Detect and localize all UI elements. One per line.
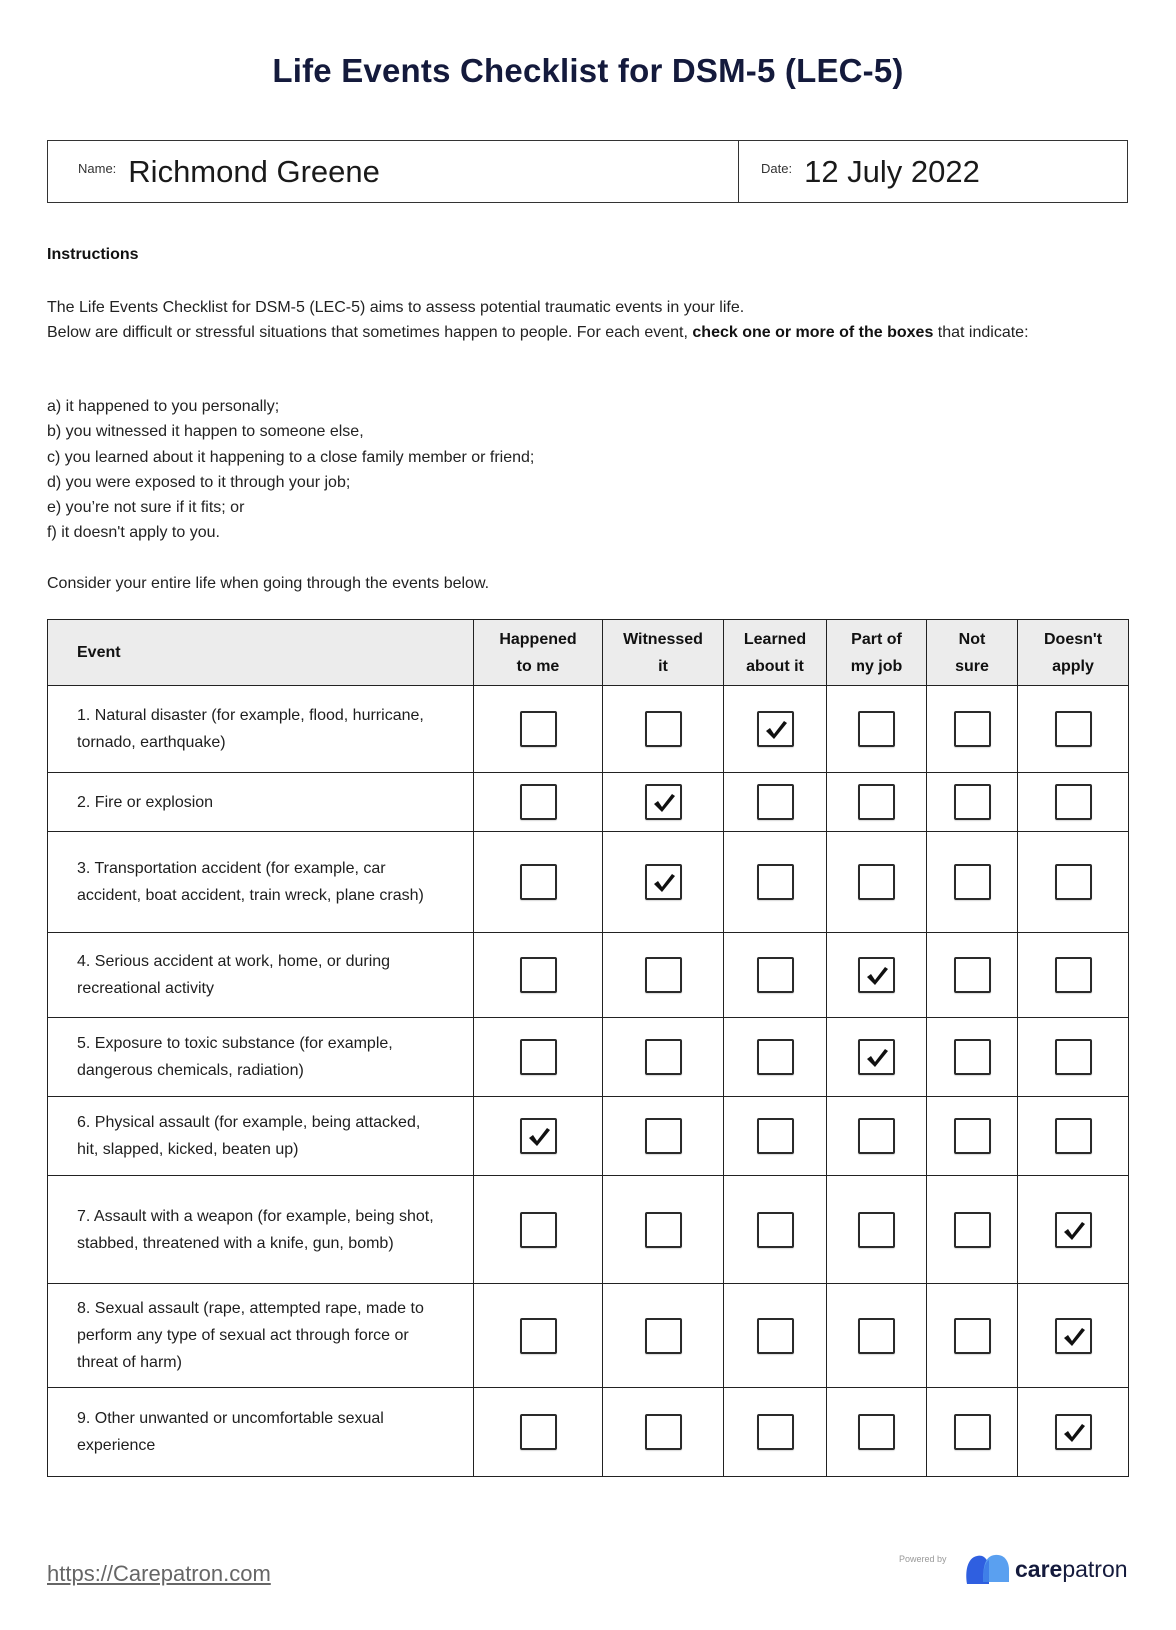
date-field[interactable]: [739, 141, 1127, 202]
checkbox-cell: [1018, 1284, 1129, 1388]
checkbox-cell: [474, 933, 603, 1018]
response-option: f) it doesn't apply to you.: [47, 524, 220, 542]
checkbox-witnessed[interactable]: [645, 1414, 682, 1450]
checkmark-icon: [1062, 1422, 1086, 1444]
table-row: [48, 773, 1129, 832]
column-header-not-sure: [927, 620, 1018, 686]
checkbox-cell: [927, 1284, 1018, 1388]
column-header-event: [48, 620, 474, 686]
checkbox-cell: [603, 933, 724, 1018]
instructions-line-1: The Life Events Checklist for DSM-5 (LEC-5) aims to assess potential traumatic events in your life.: [47, 299, 745, 316]
checkbox-not-sure[interactable]: [954, 1414, 991, 1450]
event-description: 1. Natural disaster (for example, flood, hurricane, tornado, earthquake): [48, 686, 474, 773]
checkbox-doesnt-apply[interactable]: [1055, 1414, 1092, 1450]
brand-wordmark-rest: patron: [1062, 1555, 1128, 1582]
checkbox-cell: [724, 832, 827, 933]
event-description: 5. Exposure to toxic substance (for example, dangerous chemicals, radiation): [48, 1018, 474, 1097]
checkbox-doesnt-apply[interactable]: [1055, 784, 1092, 820]
table-header-row: [48, 620, 1129, 686]
checkbox-job[interactable]: [858, 1118, 895, 1154]
checkbox-job[interactable]: [858, 1212, 895, 1248]
column-header-line-1: Not: [958, 630, 986, 648]
checkbox-learned[interactable]: [757, 1039, 794, 1075]
instructions-line-2: [47, 320, 1137, 345]
checkbox-cell: [927, 686, 1018, 773]
checkbox-cell: [603, 1176, 724, 1284]
checkbox-cell: [603, 686, 724, 773]
checkbox-cell: [827, 1018, 927, 1097]
checkbox-cell: [827, 1388, 927, 1477]
checkmark-icon: [764, 719, 788, 741]
checkbox-cell: [927, 933, 1018, 1018]
checkbox-not-sure[interactable]: [954, 957, 991, 993]
checkbox-witnessed[interactable]: [645, 1039, 682, 1075]
checkbox-cell: [927, 1018, 1018, 1097]
checkbox-cell: [724, 1097, 827, 1176]
instructions-line-2-text: Below are difficult or stressful situations that sometimes happen to people. For each event,: [47, 324, 693, 341]
checkbox-doesnt-apply[interactable]: [1055, 711, 1092, 747]
checkbox-cell: [827, 933, 927, 1018]
checkbox-learned[interactable]: [757, 1414, 794, 1450]
response-option: a) it happened to you personally;: [47, 398, 280, 415]
checkbox-job[interactable]: [858, 1318, 895, 1354]
column-header-line-1: Witnessed: [623, 630, 703, 648]
checkbox-not-sure[interactable]: [954, 1039, 991, 1075]
instructions-paragraph: [47, 295, 1137, 345]
table-row: [48, 933, 1129, 1018]
column-header-line-1: Happened: [499, 630, 577, 648]
checkbox-not-sure[interactable]: [954, 1318, 991, 1354]
checkbox-cell: [1018, 832, 1129, 933]
brand-wordmark: [1015, 1556, 1128, 1583]
event-description: 2. Fire or explosion: [48, 773, 474, 832]
date-label: Date:: [761, 161, 793, 176]
column-header-line-2: it: [658, 657, 668, 675]
checkbox-happened[interactable]: [520, 1318, 557, 1354]
checkbox-cell: [827, 1176, 927, 1284]
checkbox-cell: [927, 1388, 1018, 1477]
checkbox-cell: [1018, 933, 1129, 1018]
checkbox-cell: [474, 773, 603, 832]
response-options-list: [47, 394, 534, 546]
checkbox-job[interactable]: [858, 1039, 895, 1075]
checkbox-cell: [474, 832, 603, 933]
checkbox-cell: [724, 1284, 827, 1388]
checkbox-not-sure[interactable]: [954, 711, 991, 747]
checkbox-learned[interactable]: [757, 864, 794, 900]
carepatron-logo-icon: [963, 1552, 1011, 1586]
checkbox-cell: [474, 686, 603, 773]
checkmark-icon: [865, 965, 889, 987]
checkbox-happened[interactable]: [520, 784, 557, 820]
checkbox-job[interactable]: [858, 957, 895, 993]
checkbox-cell: [827, 832, 927, 933]
checkbox-doesnt-apply[interactable]: [1055, 1039, 1092, 1075]
column-header-line-2: about it: [746, 657, 804, 675]
brand-wordmark-bold: care: [1015, 1555, 1063, 1582]
checkbox-cell: [1018, 1097, 1129, 1176]
checkbox-cell: [603, 1388, 724, 1477]
checkbox-learned[interactable]: [757, 957, 794, 993]
event-description: 6. Physical assault (for example, being attacked, hit, slapped, kicked, beaten up): [48, 1097, 474, 1176]
checkbox-cell: [927, 773, 1018, 832]
carepatron-link[interactable]: https://Carepatron.com: [47, 1561, 271, 1586]
checkmark-icon: [1062, 1220, 1086, 1242]
checkbox-cell: [474, 1018, 603, 1097]
column-header-line-2: my job: [850, 657, 903, 675]
checkmark-icon: [652, 792, 676, 814]
checkbox-cell: [1018, 1388, 1129, 1477]
checkbox-not-sure[interactable]: [954, 864, 991, 900]
checkbox-job[interactable]: [858, 711, 895, 747]
checkbox-doesnt-apply[interactable]: [1055, 957, 1092, 993]
checkbox-cell: [827, 1097, 927, 1176]
checkbox-doesnt-apply[interactable]: [1055, 1318, 1092, 1354]
checkbox-cell: [474, 1097, 603, 1176]
checkbox-cell: [724, 773, 827, 832]
checkbox-doesnt-apply[interactable]: [1055, 864, 1092, 900]
checkbox-witnessed[interactable]: [645, 864, 682, 900]
checkbox-happened[interactable]: [520, 864, 557, 900]
checkbox-cell: [1018, 1176, 1129, 1284]
checkbox-witnessed[interactable]: [645, 711, 682, 747]
response-option: b) you witnessed it happen to someone else,: [47, 423, 364, 441]
column-header-learned: [724, 620, 827, 686]
events-checklist-table: [47, 619, 1129, 1477]
event-description: 4. Serious accident at work, home, or during recreational activity: [48, 933, 474, 1018]
column-header-line-2: apply: [1052, 657, 1094, 675]
checkbox-happened[interactable]: [520, 711, 557, 747]
column-header-line-1: Event: [77, 644, 121, 661]
table-row: [48, 1388, 1129, 1477]
checkbox-cell: [603, 832, 724, 933]
checkbox-cell: [827, 773, 927, 832]
checkmark-icon: [652, 872, 676, 894]
instructions-line-2-end: that indicate:: [933, 324, 1029, 341]
table-row: [48, 1018, 1129, 1097]
checkbox-cell: [827, 1284, 927, 1388]
checkbox-not-sure[interactable]: [954, 1212, 991, 1248]
checkbox-cell: [474, 1176, 603, 1284]
checkbox-happened[interactable]: [520, 1118, 557, 1154]
checkbox-doesnt-apply[interactable]: [1055, 1118, 1092, 1154]
column-header-happened: [474, 620, 603, 686]
checkbox-cell: [603, 1284, 724, 1388]
checkbox-cell: [603, 1018, 724, 1097]
checkbox-happened[interactable]: [520, 1212, 557, 1248]
column-header-doesnt-apply: [1018, 620, 1129, 686]
column-header-line-1: Part of: [851, 630, 902, 648]
checkbox-cell: [474, 1388, 603, 1477]
column-header-line-1: Doesn't: [1043, 630, 1103, 648]
checkbox-cell: [724, 1388, 827, 1477]
table-row: [48, 832, 1129, 933]
response-option: d) you were exposed to it through your job;: [47, 473, 351, 491]
checkbox-not-sure[interactable]: [954, 784, 991, 820]
checkbox-cell: [1018, 686, 1129, 773]
checkbox-happened[interactable]: [520, 957, 557, 993]
event-description: 9. Other unwanted or uncomfortable sexual experience: [48, 1388, 474, 1477]
event-description: 7. Assault with a weapon (for example, being shot, stabbed, threatened with a knife, gun, bomb): [48, 1176, 474, 1284]
checkbox-witnessed[interactable]: [645, 1212, 682, 1248]
checkbox-happened[interactable]: [520, 1414, 557, 1450]
checkbox-witnessed[interactable]: [645, 1318, 682, 1354]
name-date-box: [47, 140, 1128, 203]
date-value: 12 July 2022: [804, 153, 980, 189]
event-description: 8. Sexual assault (rape, attempted rape, made to perform any type of sexual act through force or threat of harm): [48, 1284, 474, 1388]
checkbox-learned[interactable]: [757, 784, 794, 820]
checkbox-cell: [1018, 1018, 1129, 1097]
powered-by-label: Powered by: [899, 1554, 947, 1564]
checkbox-cell: [927, 1176, 1018, 1284]
response-option: e) you’re not sure if it fits; or: [47, 499, 245, 517]
checkmark-icon: [1062, 1326, 1086, 1348]
checkbox-witnessed[interactable]: [645, 1118, 682, 1154]
table-row: [48, 1097, 1129, 1176]
checkbox-cell: [603, 1097, 724, 1176]
checkbox-cell: [1018, 773, 1129, 832]
checkbox-job[interactable]: [858, 1414, 895, 1450]
checkbox-cell: [724, 1176, 827, 1284]
column-header-line-2: to me: [516, 657, 560, 675]
instructions-closing: Consider your entire life when going through the events below.: [47, 575, 490, 592]
checkbox-doesnt-apply[interactable]: [1055, 1212, 1092, 1248]
checkbox-cell: [927, 832, 1018, 933]
checkbox-cell: [724, 686, 827, 773]
table-row: [48, 686, 1129, 773]
name-field[interactable]: [48, 141, 739, 202]
checkbox-cell: [724, 933, 827, 1018]
checkbox-learned[interactable]: [757, 1212, 794, 1248]
response-option: c) you learned about it happening to a close family member or friend;: [47, 448, 535, 466]
checkbox-not-sure[interactable]: [954, 1118, 991, 1154]
checkmark-icon: [865, 1047, 889, 1069]
checkbox-cell: [724, 1018, 827, 1097]
checkbox-cell: [603, 773, 724, 832]
carepatron-logo[interactable]: [963, 1552, 1128, 1586]
checkbox-learned[interactable]: [757, 1318, 794, 1354]
checkbox-cell: [927, 1097, 1018, 1176]
page-title: Life Events Checklist for DSM-5 (LEC-5): [272, 52, 904, 89]
column-header-line-2: sure: [955, 657, 989, 675]
instructions-emphasis: check one or more of the boxes: [692, 324, 934, 341]
column-header-job: [827, 620, 927, 686]
event-description: 3. Transportation accident (for example, car accident, boat accident, train wreck, plane crash): [48, 832, 474, 933]
checkbox-witnessed[interactable]: [645, 957, 682, 993]
checkbox-witnessed[interactable]: [645, 784, 682, 820]
instructions-heading: Instructions: [47, 246, 139, 263]
checkbox-learned[interactable]: [757, 1118, 794, 1154]
checkbox-job[interactable]: [858, 864, 895, 900]
column-header-witnessed: [603, 620, 724, 686]
checkbox-learned[interactable]: [757, 711, 794, 747]
checkbox-happened[interactable]: [520, 1039, 557, 1075]
column-header-line-1: Learned: [743, 630, 807, 648]
checkbox-cell: [827, 686, 927, 773]
checkbox-cell: [474, 1284, 603, 1388]
table-row: [48, 1176, 1129, 1284]
table-row: [48, 1284, 1129, 1388]
name-value: Richmond Greene: [128, 153, 380, 189]
checkmark-icon: [527, 1126, 551, 1148]
name-label: Name:: [78, 161, 117, 176]
checkbox-job[interactable]: [858, 784, 895, 820]
